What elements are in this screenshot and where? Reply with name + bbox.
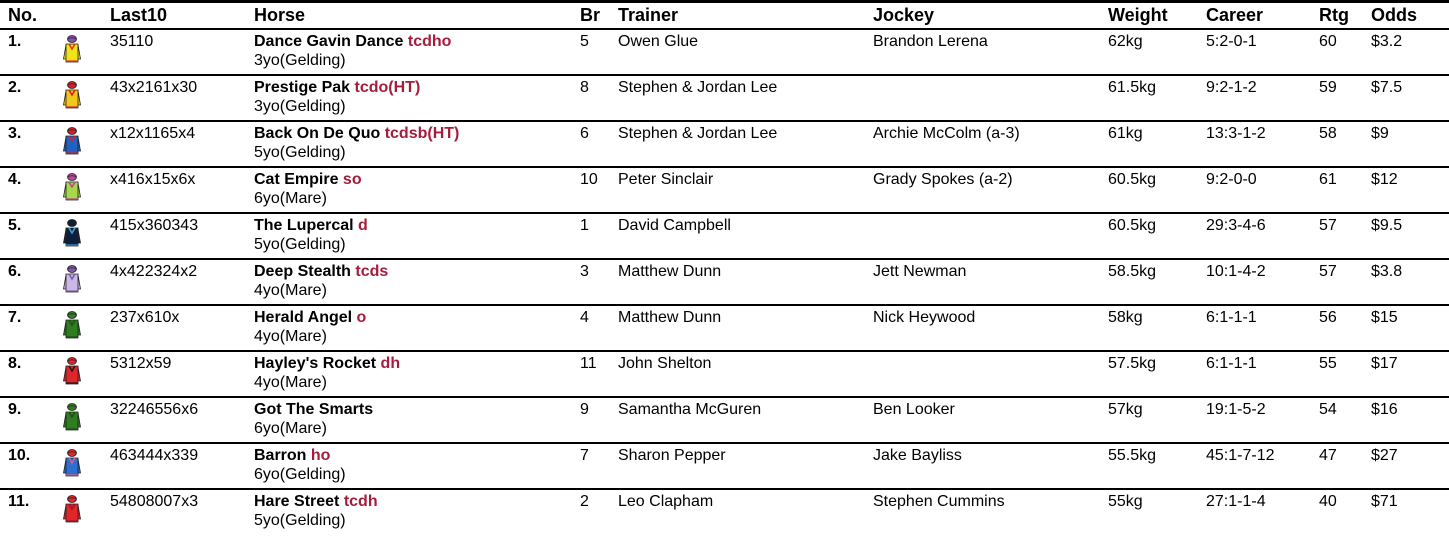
horse-age-sex: 6yo(Mare) [254,190,327,207]
rating: 47 [1319,447,1337,464]
last10-form: x416x15x6x [110,171,196,188]
odds[interactable]: $17 [1371,355,1398,372]
trainer-name[interactable]: Matthew Dunn [618,263,722,280]
jockey-name[interactable]: Nick Heywood [873,309,976,326]
jockey-name[interactable]: Jett Newman [873,263,967,280]
career-record: 9:2-1-2 [1206,79,1257,96]
weight: 62kg [1108,33,1143,50]
table-row[interactable] [0,30,1449,76]
weight: 58.5kg [1108,263,1157,280]
barrier: 4 [580,309,589,326]
rating: 57 [1319,217,1337,234]
odds[interactable]: $71 [1371,493,1398,510]
horse-age-sex: 4yo(Mare) [254,374,327,391]
career-record: 5:2-0-1 [1206,33,1257,50]
barrier: 11 [580,355,597,372]
horse-cell [254,262,388,300]
horse-cell [254,308,366,346]
weight: 60.5kg [1108,217,1157,234]
barrier: 8 [580,79,589,96]
table-row[interactable] [0,490,1449,536]
weight: 58kg [1108,309,1143,326]
rating: 57 [1319,263,1337,280]
lilac-silk-icon [62,264,82,294]
header-career[interactable]: Career [1206,5,1264,25]
odds[interactable]: $3.2 [1371,33,1403,50]
horse-cell [254,400,373,438]
last10-form: 54808007x3 [110,493,199,510]
trainer-name[interactable]: David Campbell [618,217,731,234]
career-record: 6:1-1-1 [1206,355,1257,372]
yellow-silk-icon [62,34,82,64]
career-record: 27:1-1-4 [1206,493,1266,510]
table-row[interactable] [0,306,1449,352]
last10-form: 463444x339 [110,447,199,464]
trainer-name[interactable]: Matthew Dunn [618,309,722,326]
weight: 55kg [1108,493,1143,510]
trainer-name[interactable]: Peter Sinclair [618,171,714,188]
rating: 54 [1319,401,1337,418]
jockey-name[interactable]: Grady Spokes (a-2) [873,171,1013,188]
horse-cell [254,78,420,116]
table-header [0,0,1449,30]
table-row[interactable] [0,214,1449,260]
gear-codes: tcdo(HT) [354,79,421,96]
horse-name[interactable]: Cat Empire [254,171,339,188]
horse-name[interactable]: Herald Angel [254,309,353,326]
career-record: 19:1-5-2 [1206,401,1266,418]
gear-codes: tcdho [407,33,452,50]
header-horse[interactable]: Horse [254,5,306,25]
career-record: 13:3-1-2 [1206,125,1266,142]
horse-name[interactable]: Barron [254,447,307,464]
runner-list [0,30,1449,536]
last10-form: 43x2161x30 [110,79,198,96]
trainer-name[interactable]: Leo Clapham [618,493,714,510]
runner-number: 4. [8,171,22,188]
career-record: 6:1-1-1 [1206,309,1257,326]
jockey-name[interactable]: Jake Bayliss [873,447,962,464]
rating: 58 [1319,125,1337,142]
rating: 59 [1319,79,1337,96]
horse-age-sex: 4yo(Mare) [254,328,327,345]
horse-age-sex: 5yo(Gelding) [254,512,346,529]
gear-codes: o [356,309,367,326]
barrier: 5 [580,33,589,50]
last10-form: 415x360343 [110,217,199,234]
gear-codes: tcdsb(HT) [384,125,460,142]
table-row[interactable] [0,444,1449,490]
horse-age-sex: 5yo(Gelding) [254,236,346,253]
table-row[interactable] [0,76,1449,122]
jockey-name[interactable]: Brandon Lerena [873,33,988,50]
rating: 61 [1319,171,1337,188]
header-odds[interactable]: Odds [1371,5,1418,25]
runner-number: 7. [8,309,22,326]
runner-number: 10. [8,447,31,464]
trainer-name[interactable]: John Shelton [618,355,712,372]
barrier: 10 [580,171,598,188]
yellow-red-silk-icon [62,80,82,110]
red-silk-icon [62,494,82,524]
barrier: 7 [580,447,589,464]
odds[interactable]: $9.5 [1371,217,1403,234]
header-last10[interactable]: Last10 [110,5,168,25]
weight: 60.5kg [1108,171,1157,188]
table-row[interactable] [0,260,1449,306]
weight: 61kg [1108,125,1143,142]
rating: 55 [1319,355,1337,372]
table-row[interactable] [0,398,1449,444]
odds[interactable]: $12 [1371,171,1398,188]
odds[interactable]: $15 [1371,309,1398,326]
trainer-name[interactable]: Sharon Pepper [618,447,726,464]
jockey-name[interactable]: Ben Looker [873,401,955,418]
odds[interactable]: $9 [1371,125,1389,142]
runner-number: 2. [8,79,22,96]
header-weight[interactable]: Weight [1108,5,1168,25]
blue-red-silk-icon [62,126,82,156]
career-record: 45:1-7-12 [1206,447,1275,464]
weight: 57kg [1108,401,1143,418]
career-record: 10:1-4-2 [1206,263,1266,280]
header-rating[interactable]: Rtg [1319,5,1349,25]
horse-cell [254,170,362,208]
runner-number: 9. [8,401,22,418]
horse-cell [254,216,368,254]
barrier: 2 [580,493,589,510]
last10-form: 5312x59 [110,355,172,372]
green-silk-icon [62,310,82,340]
last10-form: 237x610x [110,309,180,326]
gear-codes: dh [380,355,401,372]
header-no[interactable]: No. [8,5,37,25]
horse-cell [254,32,451,70]
header-barrier[interactable]: Br [580,5,601,25]
last10-form: x12x1165x4 [110,125,196,142]
horse-cell [254,446,346,484]
weight: 61.5kg [1108,79,1157,96]
blue-cross-silk-icon [62,448,82,478]
gear-codes: ho [310,447,331,464]
header-trainer[interactable]: Trainer [618,5,679,25]
barrier: 6 [580,125,589,142]
trainer-name[interactable]: Owen Glue [618,33,699,50]
horse-name[interactable]: The Lupercal [254,217,354,234]
odds[interactable]: $27 [1371,447,1398,464]
horse-name[interactable]: Hare Street [254,493,340,510]
jockey-name[interactable]: Archie McColm (a-3) [873,125,1020,142]
trainer-name[interactable]: Stephen & Jordan Lee [618,125,778,142]
last10-form: 4x422324x2 [110,263,198,280]
lime-silk-icon [62,172,82,202]
weight: 55.5kg [1108,447,1157,464]
header-jockey[interactable]: Jockey [873,5,935,25]
horse-age-sex: 4yo(Mare) [254,282,327,299]
rating: 56 [1319,309,1337,326]
horse-cell [254,124,459,162]
trainer-name[interactable]: Stephen & Jordan Lee [618,79,778,96]
green-silk-icon [62,402,82,432]
table-row[interactable] [0,168,1449,214]
horse-age-sex: 6yo(Mare) [254,420,327,437]
barrier: 1 [580,217,589,234]
jockey-name[interactable]: Stephen Cummins [873,493,1005,510]
horse-name[interactable]: Got The Smarts [254,401,374,418]
horse-name[interactable]: Dance Gavin Dance [254,33,404,50]
runner-number: 1. [8,33,22,50]
odds[interactable]: $3.8 [1371,263,1403,280]
horse-name[interactable]: Back On De Quo [254,125,381,142]
trainer-name[interactable]: Samantha McGuren [618,401,762,418]
rating: 40 [1319,493,1337,510]
horse-name[interactable]: Hayley's Rocket [254,355,377,372]
last10-form: 32246556x6 [110,401,199,418]
runner-number: 8. [8,355,22,372]
gear-codes: tcdh [343,493,378,510]
horse-name[interactable]: Prestige Pak [254,79,351,96]
career-record: 29:3-4-6 [1206,217,1266,234]
horse-age-sex: 5yo(Gelding) [254,144,346,161]
rating: 60 [1319,33,1337,50]
runner-number: 11. [8,493,30,510]
odds[interactable]: $16 [1371,401,1398,418]
horse-age-sex: 6yo(Gelding) [254,466,346,483]
navy-sash-silk-icon [62,218,82,248]
runner-number: 5. [8,217,22,234]
gear-codes: so [342,171,362,188]
red-stripe-silk-icon [62,356,82,386]
gear-codes: d [358,217,368,234]
horse-age-sex: 3yo(Gelding) [254,52,346,69]
career-record: 9:2-0-0 [1206,171,1257,188]
table-row[interactable] [0,122,1449,168]
barrier: 3 [580,263,589,280]
gear-codes: tcds [355,263,389,280]
horse-cell [254,354,400,392]
table-row[interactable] [0,352,1449,398]
last10-form: 35110 [110,33,154,50]
odds[interactable]: $7.5 [1371,79,1403,96]
horse-cell [254,492,378,530]
runner-number: 3. [8,125,22,142]
runner-number: 6. [8,263,22,280]
weight: 57.5kg [1108,355,1157,372]
horse-age-sex: 3yo(Gelding) [254,98,346,115]
barrier: 9 [580,401,589,418]
horse-name[interactable]: Deep Stealth [254,263,351,280]
